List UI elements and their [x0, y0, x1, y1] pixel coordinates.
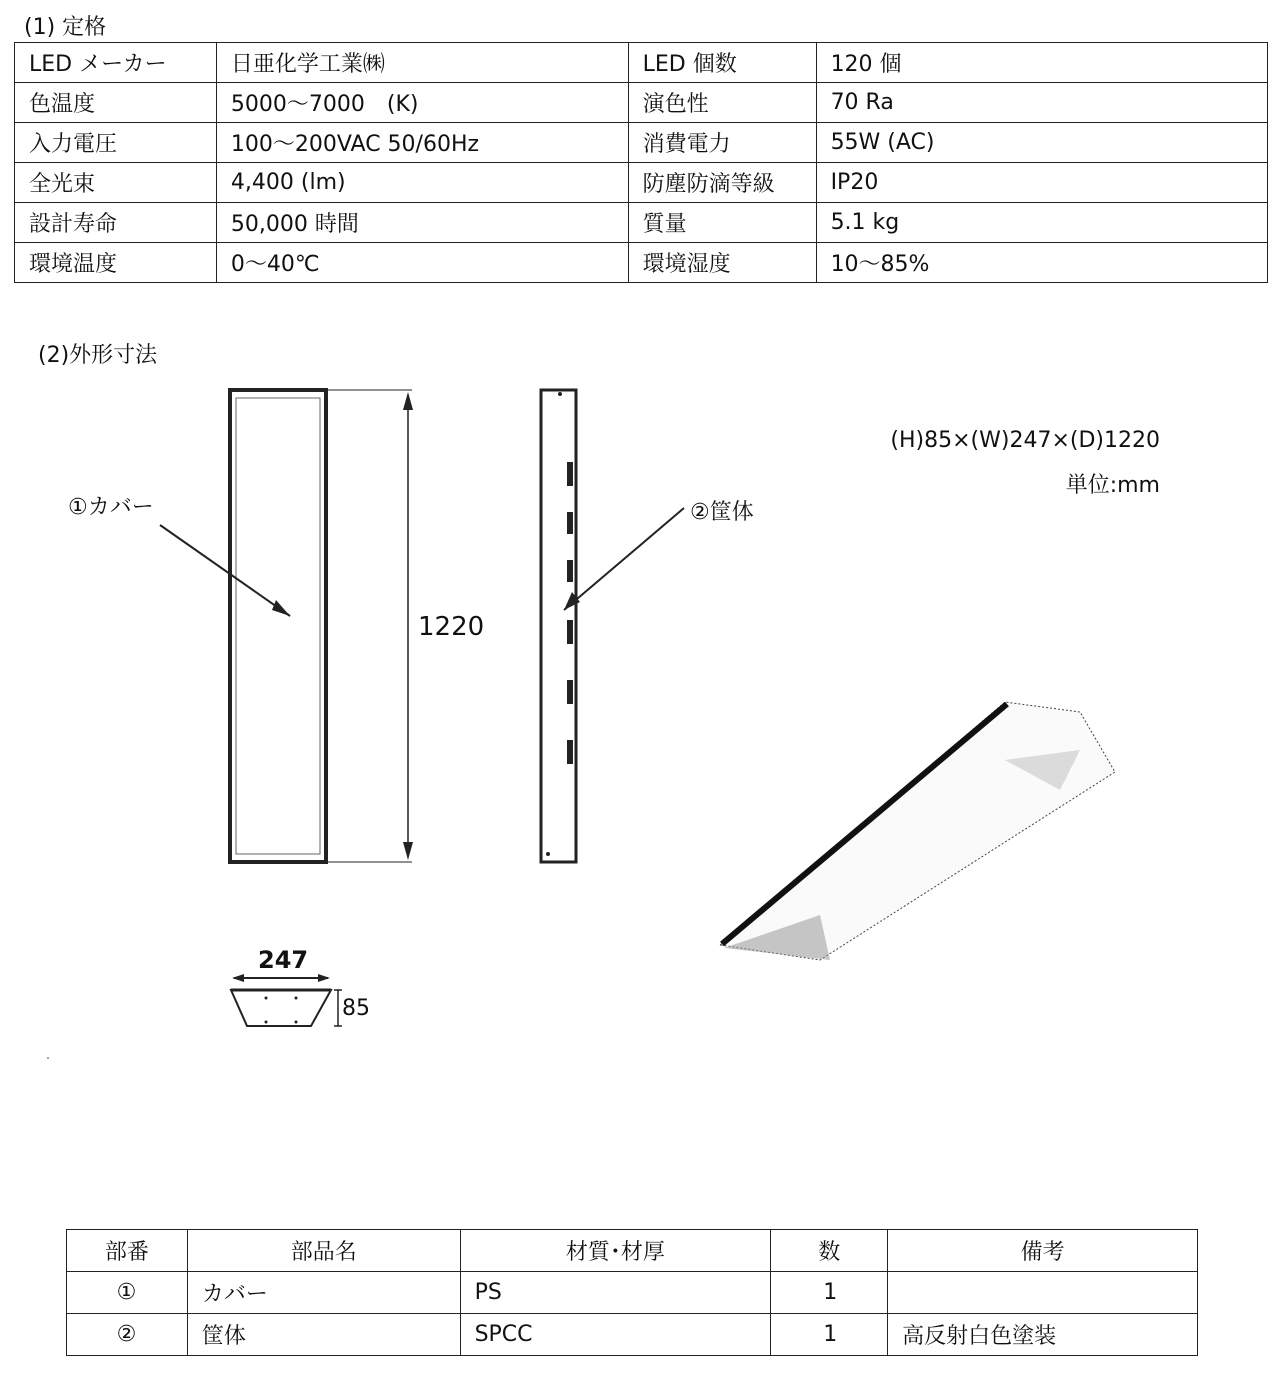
spec-value-cell: 10〜85% [816, 243, 1267, 283]
spec-key-cell: LED 個数 [628, 43, 816, 83]
parts-note-cell [888, 1272, 1198, 1314]
parts-no-cell: ② [67, 1314, 188, 1356]
spec-value-cell: IP20 [816, 163, 1267, 203]
housing-leader-arrow [564, 508, 684, 610]
spec-value-cell: 100〜200VAC 50/60Hz [216, 123, 628, 163]
spec-heading: (1) 定格 [24, 15, 107, 40]
spec-value-cell: 70 Ra [816, 83, 1267, 123]
parts-name-cell: カバー [187, 1272, 460, 1314]
spec-key-cell: 防塵防滴等級 [628, 163, 816, 203]
spec-key-cell: 演色性 [628, 83, 816, 123]
spec-key-cell: 消費電力 [628, 123, 816, 163]
drawing-heading: (2)外形寸法 [38, 343, 158, 368]
width-dimension: 247 [258, 946, 309, 974]
height-dimension: 85 [342, 996, 370, 1021]
spec-value-cell: 50,000 時間 [216, 203, 628, 243]
spec-key-cell: 環境湿度 [628, 243, 816, 283]
parts-header-row [67, 1230, 1198, 1272]
spec-value-cell: 5.1 kg [816, 203, 1267, 243]
parts-name-cell: 筐体 [187, 1314, 460, 1356]
parts-no-cell: ① [67, 1272, 188, 1314]
spec-key-cell: 環境温度 [15, 243, 217, 283]
front-view [230, 390, 412, 862]
unit-label: 単位:mm [1065, 473, 1160, 498]
parts-header-cell: 材質･材厚 [460, 1230, 771, 1272]
spec-value-cell: 日亜化学工業㈱ [216, 43, 628, 83]
overall-dimensions: (H)85×(W)247×(D)1220 [890, 428, 1160, 453]
spec-value-cell: 120 個 [816, 43, 1267, 83]
cover-label: ①カバー [68, 495, 154, 520]
parts-note-cell: 高反射白色塗装 [888, 1314, 1198, 1356]
parts-header-cell: 部品名 [187, 1230, 460, 1272]
spec-key-cell: LED メーカー [15, 43, 217, 83]
cross-section-view [231, 974, 342, 1026]
parts-row [67, 1314, 1198, 1356]
spec-key-cell: 色温度 [15, 83, 217, 123]
spec-value-cell: 5000〜7000 (K) [216, 83, 628, 123]
spec-key-cell: 入力電圧 [15, 123, 217, 163]
parts-header-cell: 数 [771, 1230, 888, 1272]
spec-value-cell: 0〜40℃ [216, 243, 628, 283]
length-dimension-line [403, 392, 413, 860]
spec-key-cell: 質量 [628, 203, 816, 243]
parts-qty-cell: 1 [771, 1272, 888, 1314]
length-dimension: 1220 [418, 612, 485, 642]
parts-header-cell: 部番 [67, 1230, 188, 1272]
parts-header-cell: 備考 [888, 1230, 1198, 1272]
cover-leader-arrow [160, 525, 290, 616]
parts-material-cell: SPCC [460, 1314, 771, 1356]
housing-label: ②筐体 [690, 500, 754, 525]
parts-material-cell: PS [460, 1272, 771, 1314]
spec-value-cell: 4,400 (lm) [216, 163, 628, 203]
parts-row [67, 1272, 1198, 1314]
spec-key-cell: 全光束 [15, 163, 217, 203]
side-view [541, 390, 576, 862]
spec-value-cell: 55W (AC) [816, 123, 1267, 163]
parts-table [66, 1229, 1198, 1356]
spec-key-cell: 設計寿命 [15, 203, 217, 243]
isometric-view [720, 702, 1115, 960]
parts-qty-cell: 1 [771, 1314, 888, 1356]
